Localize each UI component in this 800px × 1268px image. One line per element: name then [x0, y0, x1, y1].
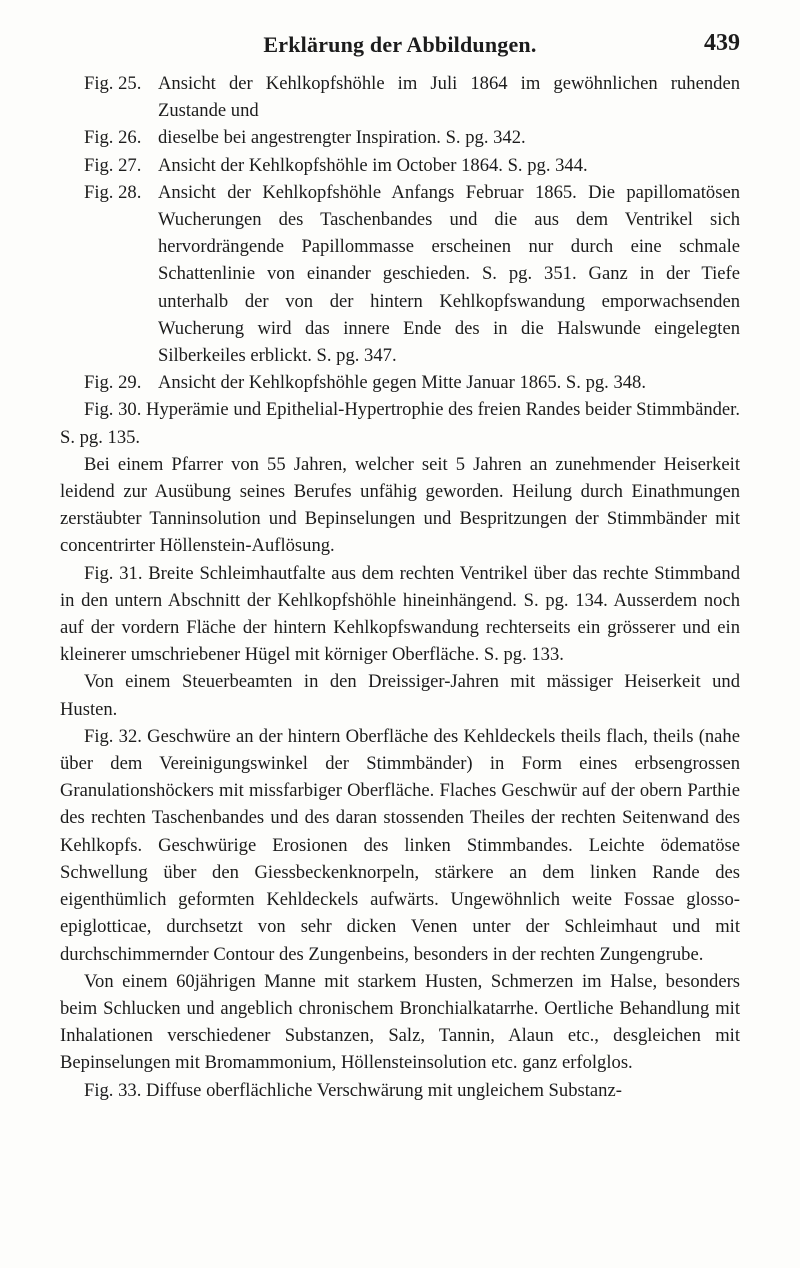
figure-description: Ansicht der Kehlkopfshöhle Anfangs Februar 1865. Die papillomatösen Wucherungen des Taschenbandes und die aus dem Ventrikel sich hervordrängende Papillommasse erscheinen nur durch eine schmale Schattenlinie von einander geschieden. S. pg. 351. Ganz in der Tiefe unterhalb der von der hintern Kehlkopfswandung emporwachsenden Wucherung wird das innere Ende des in die Halswunde eingelegten Silberkeiles erblickt. S. pg. 347. — [158, 181, 740, 367]
figure-label: Fig. 26. — [84, 127, 142, 149]
figure-description: dieselbe bei angestrengter Inspiration. S. pg. 342. — [158, 127, 526, 149]
figure-31-paragraph: Fig. 31. Breite Schleimhautfalte aus dem rechten Ventrikel über das rechte Stimmband in den untern Abschnitt der Kehlkopfshöhle hineinhängend. S. pg. 134. Ausserdem noch auf der vordern Fläche der hintern Kehlkopfswandung rechterseits ein grösserer und ein kleinerer umschriebener Hügel mit körniger Oberfläche. S. pg. 133. — [60, 562, 740, 666]
figure-32-paragraph: Fig. 32. Geschwüre an der hintern Oberfläche des Kehldeckels theils flach, theils (nahe über dem Vereinigungswinkel der Stimmbänder) in Form eines erbsengrossen Granulationshöckers mit missfarbiger Oberfläche. Flaches Geschwür auf der obern Parthie des rechten Taschenbandes und des daran stossenden Theiles der rechten Seitenwand des Kehlkopfs. Geschwürige Erosionen des linken Stimmbandes. Leichte ödematöse Schwellung über den Giessbeckenknorpeln, stärkere an dem linken Rande des eigenthümlich geformten Kehldeckels aufwärts. Ungewöhnlich weite Fossae glosso-epiglotticae, durchsetzt von sehr dicken Venen unter der Schleimhaut und mit durchschimmernder Contour des Zungenbeins, besonders in der rechten Zungengrube. — [60, 725, 740, 965]
figure-entry-26 — [60, 124, 740, 151]
figure-label: Fig. 29. — [84, 372, 142, 394]
figure-description: Ansicht der Kehlkopfshöhle im Juli 1864 im gewöhnlichen ruhenden Zustande und — [158, 73, 740, 122]
figure-description: Ansicht der Kehlkopfshöhle gegen Mitte Januar 1865. S. pg. 348. — [158, 372, 647, 394]
figure-label: Fig. 28. — [84, 181, 142, 203]
figure-entry-25 — [60, 70, 740, 124]
page-header — [60, 26, 740, 62]
case-note-paragraph: Von einem Steuerbeamten in den Dreissiger-Jahren mit mässiger Heiserkeit und Husten. — [60, 671, 740, 720]
figure-label: Fig. 27. — [84, 154, 142, 176]
case-note-paragraph: Bei einem Pfarrer von 55 Jahren, welcher seit 5 Jahren an zunehmender Heiserkeit leidend zur Ausübung seines Berufes unfähig geworden. Heilung durch Einathmungen zerstäubter Tanninsolution und Bepinselungen und Bespritzungen der Stimmbänder mit concentrirter Höllenstein-Auflösung. — [60, 453, 740, 557]
figure-entry-29 — [60, 369, 740, 396]
figure-entry-28 — [60, 179, 740, 369]
case-note-paragraph: Von einem 60jährigen Manne mit starkem Husten, Schmerzen im Halse, besonders beim Schlucken und angeblich chronischem Bronchialkatarrhe. Oertliche Behandlung mit Inhalationen verschiedener Substanzen, Salz, Tannin, Alaun etc., desgleichen mit Bepinselungen mit Bromammonium, Höllensteinsolution etc. ganz erfolglos. — [60, 970, 740, 1074]
figure-33-paragraph: Fig. 33. Diffuse oberflächliche Verschwärung mit ungleichem Substanz- — [84, 1079, 622, 1101]
figure-30-paragraph: Fig. 30. Hyperämie und Epithelial-Hypertrophie des freien Randes beider Stimmbänder. S. pg. 135. — [60, 399, 740, 448]
figure-label: Fig. 25. — [84, 73, 142, 94]
page-body — [60, 70, 740, 1104]
page-number: 439 — [704, 30, 740, 56]
figure-description: Ansicht der Kehlkopfshöhle im October 1864. S. pg. 344. — [158, 154, 588, 176]
figure-entry-27 — [60, 152, 740, 179]
running-head: Erklärung der Abbildungen. — [263, 32, 537, 57]
